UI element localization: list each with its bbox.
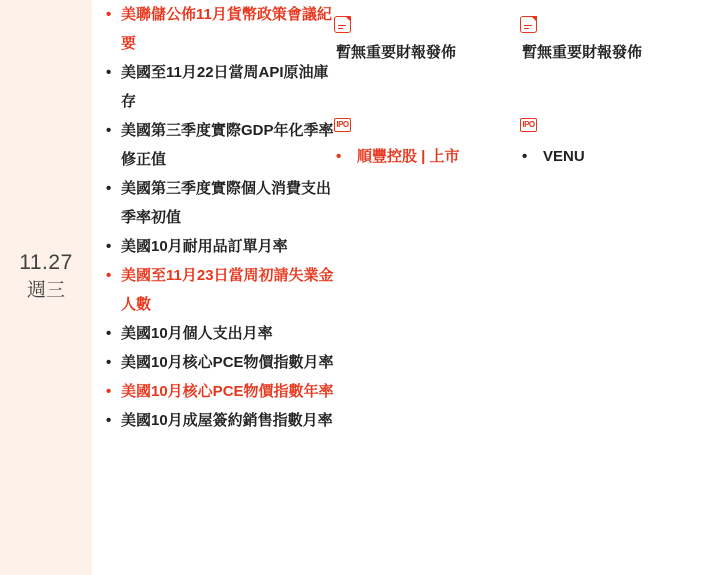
ipo-list-right — [520, 142, 695, 171]
list-item[interactable] — [104, 319, 334, 348]
date-column — [0, 0, 92, 575]
list-item[interactable] — [334, 142, 509, 171]
list-item[interactable] — [104, 174, 334, 232]
ipo-icon: IPO — [520, 118, 537, 132]
event-text: 美國至11月23日當周初請失業金人數 — [121, 267, 334, 313]
list-item[interactable] — [104, 348, 334, 377]
ipo-section-middle — [334, 118, 509, 171]
date-weekday: 週三 — [26, 280, 65, 301]
list-item[interactable] — [104, 0, 334, 58]
ipo-section-right — [520, 118, 695, 171]
list-item[interactable] — [104, 116, 334, 174]
ipo-list-middle — [334, 142, 509, 171]
content-area — [92, 0, 701, 575]
earnings-report-icon — [334, 16, 351, 33]
event-text: 美國10月核心PCE物價指數月率 — [121, 354, 334, 371]
event-text: 美國10月成屋簽約銷售指數月率 — [121, 412, 333, 429]
list-item[interactable] — [104, 261, 334, 319]
ipo-text: 順豐控股 | 上市 — [357, 148, 460, 165]
event-text: 美國10月個人支出月率 — [121, 325, 273, 342]
list-item[interactable] — [104, 58, 334, 116]
event-text: 美國第三季度實際個人消費支出季率初值 — [121, 180, 332, 226]
event-text: 美聯儲公佈11月貨幣政策會議紀要 — [121, 6, 332, 52]
ipo-text: VENU — [543, 148, 585, 165]
date-block — [0, 248, 92, 305]
event-text: 美國10月核心PCE物價指數年率 — [121, 383, 334, 400]
date-number: 11.27 — [19, 251, 73, 274]
list-item[interactable] — [104, 377, 334, 406]
no-earnings-text: 暫無重要財報發佈 — [336, 44, 457, 61]
event-text: 美國10月耐用品訂單月率 — [121, 238, 288, 255]
list-item[interactable] — [104, 232, 334, 261]
economic-event-list — [104, 0, 334, 435]
no-earnings-text: 暫無重要財報發佈 — [522, 44, 643, 61]
event-text: 美國第三季度實際GDP年化季率修正值 — [121, 122, 334, 168]
earnings-section-right — [520, 16, 695, 65]
list-item[interactable] — [520, 142, 695, 171]
earnings-section-middle — [334, 16, 509, 65]
events-column — [104, 0, 334, 435]
list-item[interactable] — [104, 406, 334, 435]
ipo-icon: IPO — [334, 118, 351, 132]
event-text: 美國至11月22日當周API原油庫存 — [121, 64, 329, 110]
earnings-report-icon — [520, 16, 537, 33]
